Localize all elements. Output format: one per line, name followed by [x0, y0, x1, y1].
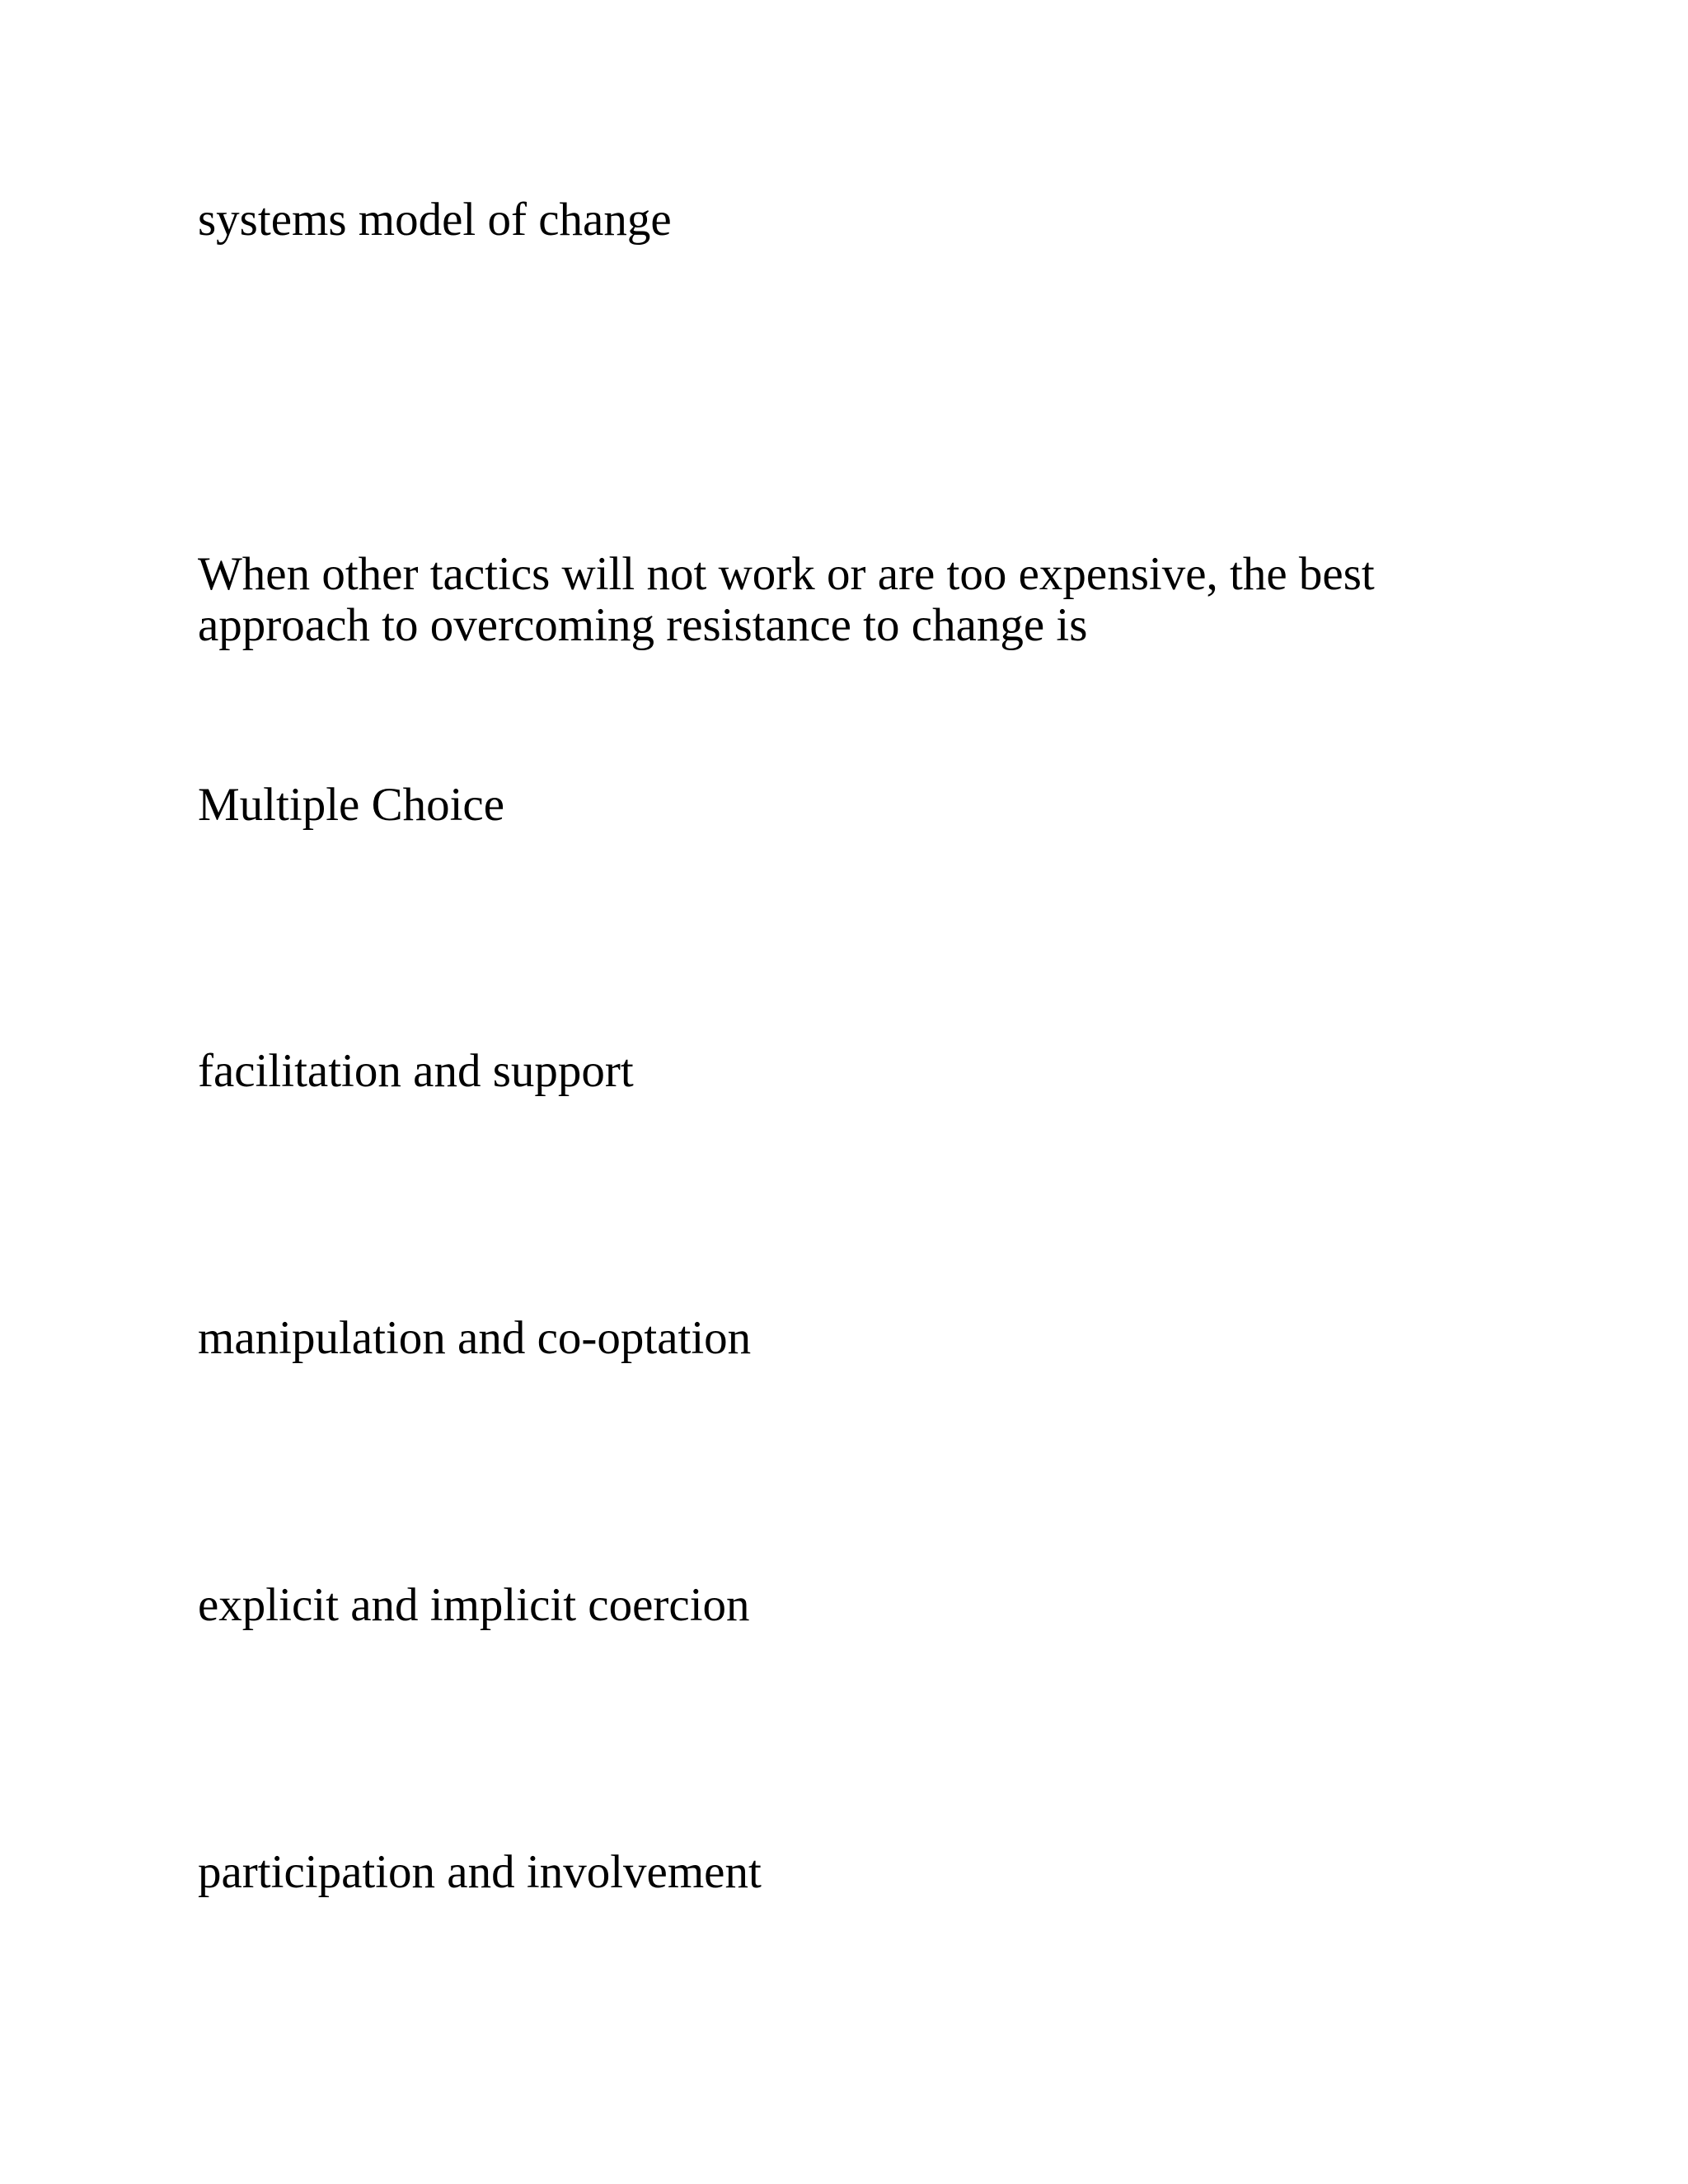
answer-choice-1[interactable]: facilitation and support — [198, 1045, 634, 1097]
question-text: When other tactics will not work or are too expensive, the best approach to overcoming resistance to change is — [198, 548, 1375, 651]
answer-choice-3[interactable]: explicit and implicit coercion — [198, 1579, 750, 1631]
answer-choice-2[interactable]: manipulation and co-optation — [198, 1312, 752, 1364]
previous-answer-text: systems model of change — [198, 194, 672, 246]
question-type-label: Multiple Choice — [198, 779, 505, 831]
answer-choice-4[interactable]: participation and involvement — [198, 1846, 762, 1898]
